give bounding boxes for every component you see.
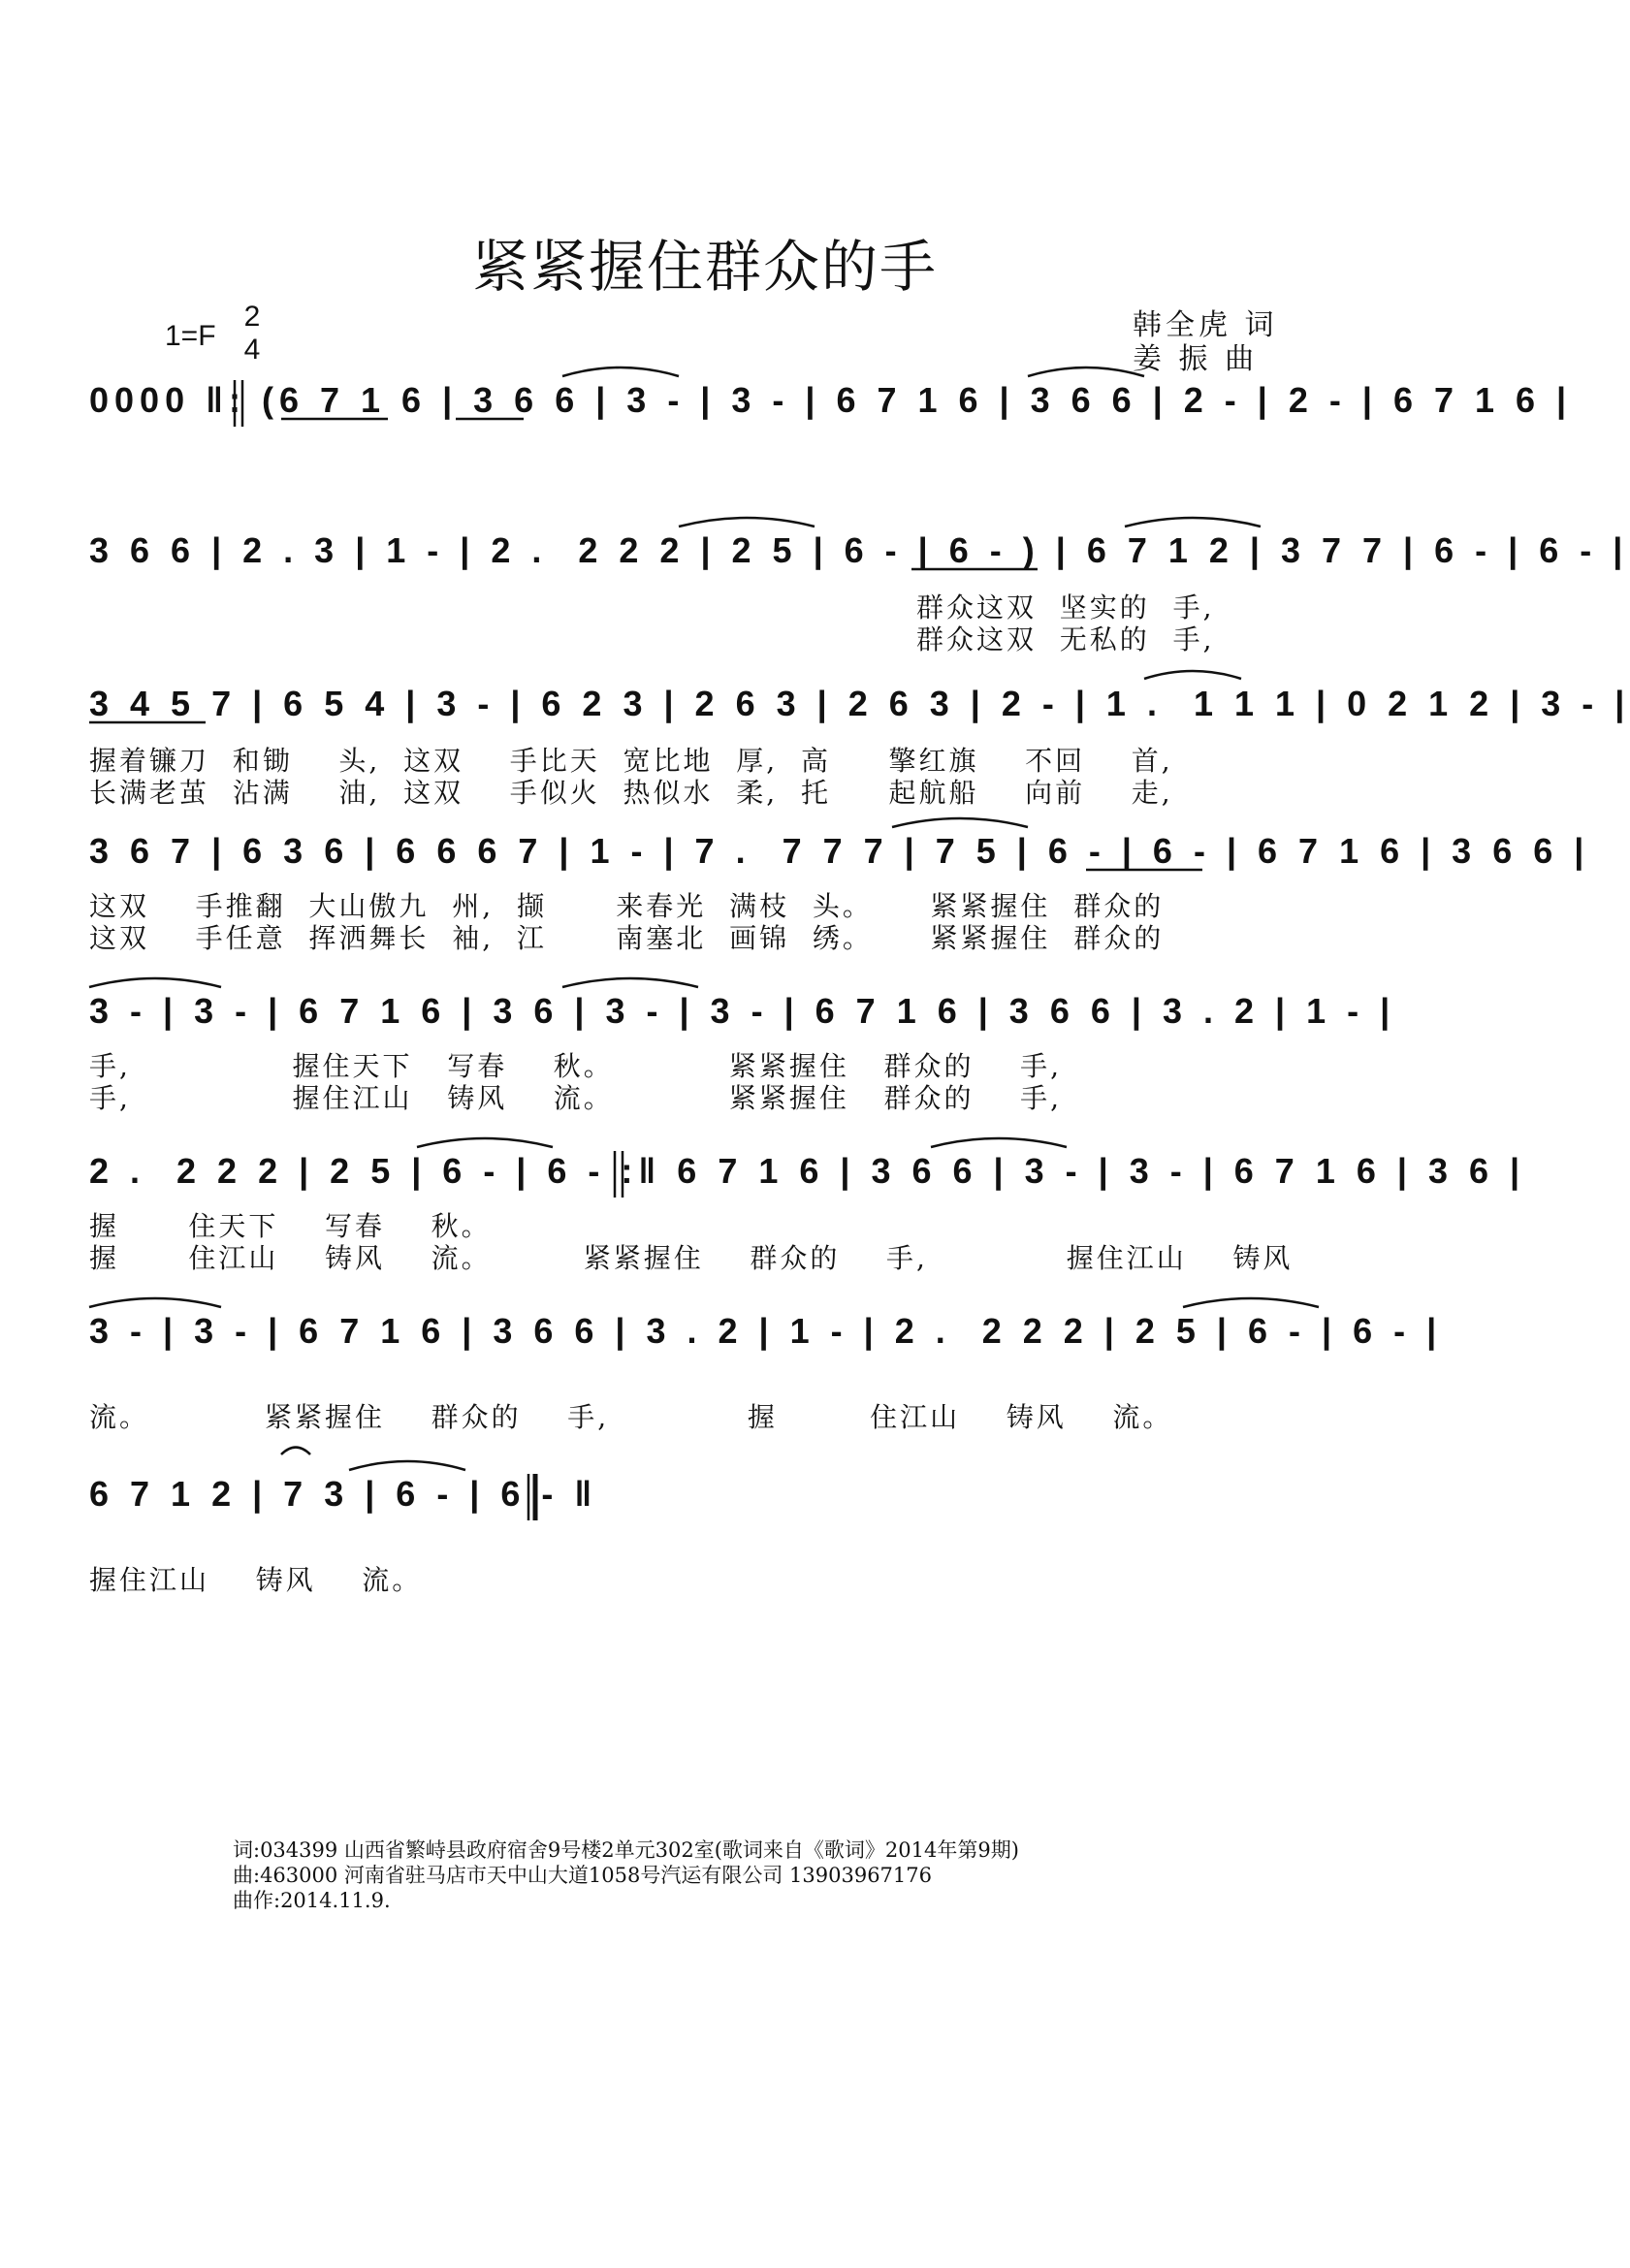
tie-slur (892, 818, 1028, 827)
notation-line: 3 - | 3 - | 6 7 1 6 | 3 6 6 | 3 . 2 | 1 - | 2 . 2 2 2 | 2 5 | 6 - | 6 - | (89, 1311, 1443, 1351)
lyrics-verse-1: 这双 手推翻 大山傲九 州, 撷 来春光 满枝 头。 紧紧握住 群众的 (89, 890, 1165, 922)
composer-credit: 姜 振 曲 (1133, 342, 1259, 376)
footer-composition-date: 曲作:2014.11.9. (233, 1889, 391, 1912)
lyrics-verse-1: 群众这双 坚实的 手, (916, 591, 1215, 623)
tie-slur (1028, 367, 1144, 376)
lyrics-verse-2: 手, 握住江山 铸风 流。 紧紧握住 群众的 手, (89, 1082, 1063, 1114)
notation-line: 3 6 7 | 6 3 6 | 6 6 6 7 | 1 - | 7 . 7 7 7 | 7 5 | 6 - | 6 - | 6 7 1 6 | 3 6 6 | (89, 831, 1590, 871)
lyricist-credit: 韩全虎 词 (1133, 308, 1278, 342)
lyrics-verse-1: 流。 紧紧握住 群众的 手, 握 住江山 铸风 流。 (89, 1401, 1173, 1433)
lyrics-verse-1: 手, 握住天下 写春 秋。 紧紧握住 群众的 手, (89, 1050, 1063, 1082)
lyrics-verse-2: 这双 手任意 挥洒舞长 袖, 江 南塞北 画锦 绣。 紧紧握住 群众的 (89, 922, 1165, 954)
time-signature-bottom: 4 (243, 334, 261, 366)
notation-line: 3 4 5 7 | 6 5 4 | 3 - | 6 2 3 | 2 6 3 | 2 6 3 | 2 - | 1 . 1 1 1 | 0 2 1 2 | 3 - | (89, 684, 1630, 723)
lyrics-verse-2: 群众这双 无私的 手, (916, 623, 1215, 655)
tie-slur (349, 1461, 465, 1470)
notation-line: 6 7 1 2 | 7 3 | 6 - | 6 - ‖ (89, 1474, 598, 1514)
notation-line: 0000 ‖: (6 7 1 6 | 3 6 6 | 3 - | 3 - | 6 7 1 6 | 3 6 6 | 2 - | 2 - | 6 7 1 6 | (89, 380, 1573, 420)
tie-slur (679, 518, 815, 527)
footer-composer-address: 曲:463000 河南省驻马店市天中山大道1058号汽运有限公司 13903967176 (233, 1864, 933, 1887)
footer-lyricist-address: 词:034399 山西省繁峙县政府宿舍9号楼2单元302室(歌词来自《歌词》2014年第9期) (233, 1838, 1019, 1862)
tie-slur (89, 978, 221, 987)
tie-slur (89, 1298, 221, 1307)
song-title: 紧紧握住群众的手 (471, 234, 938, 300)
notation-line: 3 - | 3 - | 6 7 1 6 | 3 6 | 3 - | 3 - | 6 7 1 6 | 3 6 6 | 3 . 2 | 1 - | (89, 991, 1396, 1031)
lyrics-verse-2: 握 住江山 铸风 流。 紧紧握住 群众的 手, 握住江山 铸风 (89, 1242, 1294, 1274)
tie-slur (417, 1138, 553, 1147)
tie-slur (562, 978, 698, 987)
lyrics-verse-1: 握着镰刀 和锄 头, 这双 手比天 宽比地 厚, 高 擎红旗 不回 首, (89, 745, 1173, 777)
tie-slur (931, 1138, 1067, 1147)
lyrics-verse-1: 握 住天下 写春 秋。 (89, 1210, 492, 1242)
key-signature: 1=F (165, 320, 216, 352)
lyrics-verse-1: 握住江山 铸风 流。 (89, 1564, 423, 1596)
tie-slur (1125, 518, 1261, 527)
fermata-icon (281, 1448, 310, 1455)
tie-slur (1144, 671, 1241, 679)
notation-line: 2 . 2 2 2 | 2 5 | 6 - | 6 - :‖ 6 7 1 6 | 3 6 6 | 3 - | 3 - | 6 7 1 6 | 3 6 | (89, 1151, 1526, 1191)
notation-line: 3 6 6 | 2 . 3 | 1 - | 2 . 2 2 2 | 2 5 | 6 - | 6 - ) | 6 7 1 2 | 3 7 7 | 6 - | 6 - | (89, 530, 1629, 570)
time-signature-top: 2 (243, 301, 261, 333)
lyrics-verse-2: 长满老茧 沾满 油, 这双 手似火 热似水 柔, 托 起航船 向前 走, (89, 777, 1173, 809)
tie-slur (562, 367, 679, 376)
tie-slur (1183, 1298, 1319, 1307)
